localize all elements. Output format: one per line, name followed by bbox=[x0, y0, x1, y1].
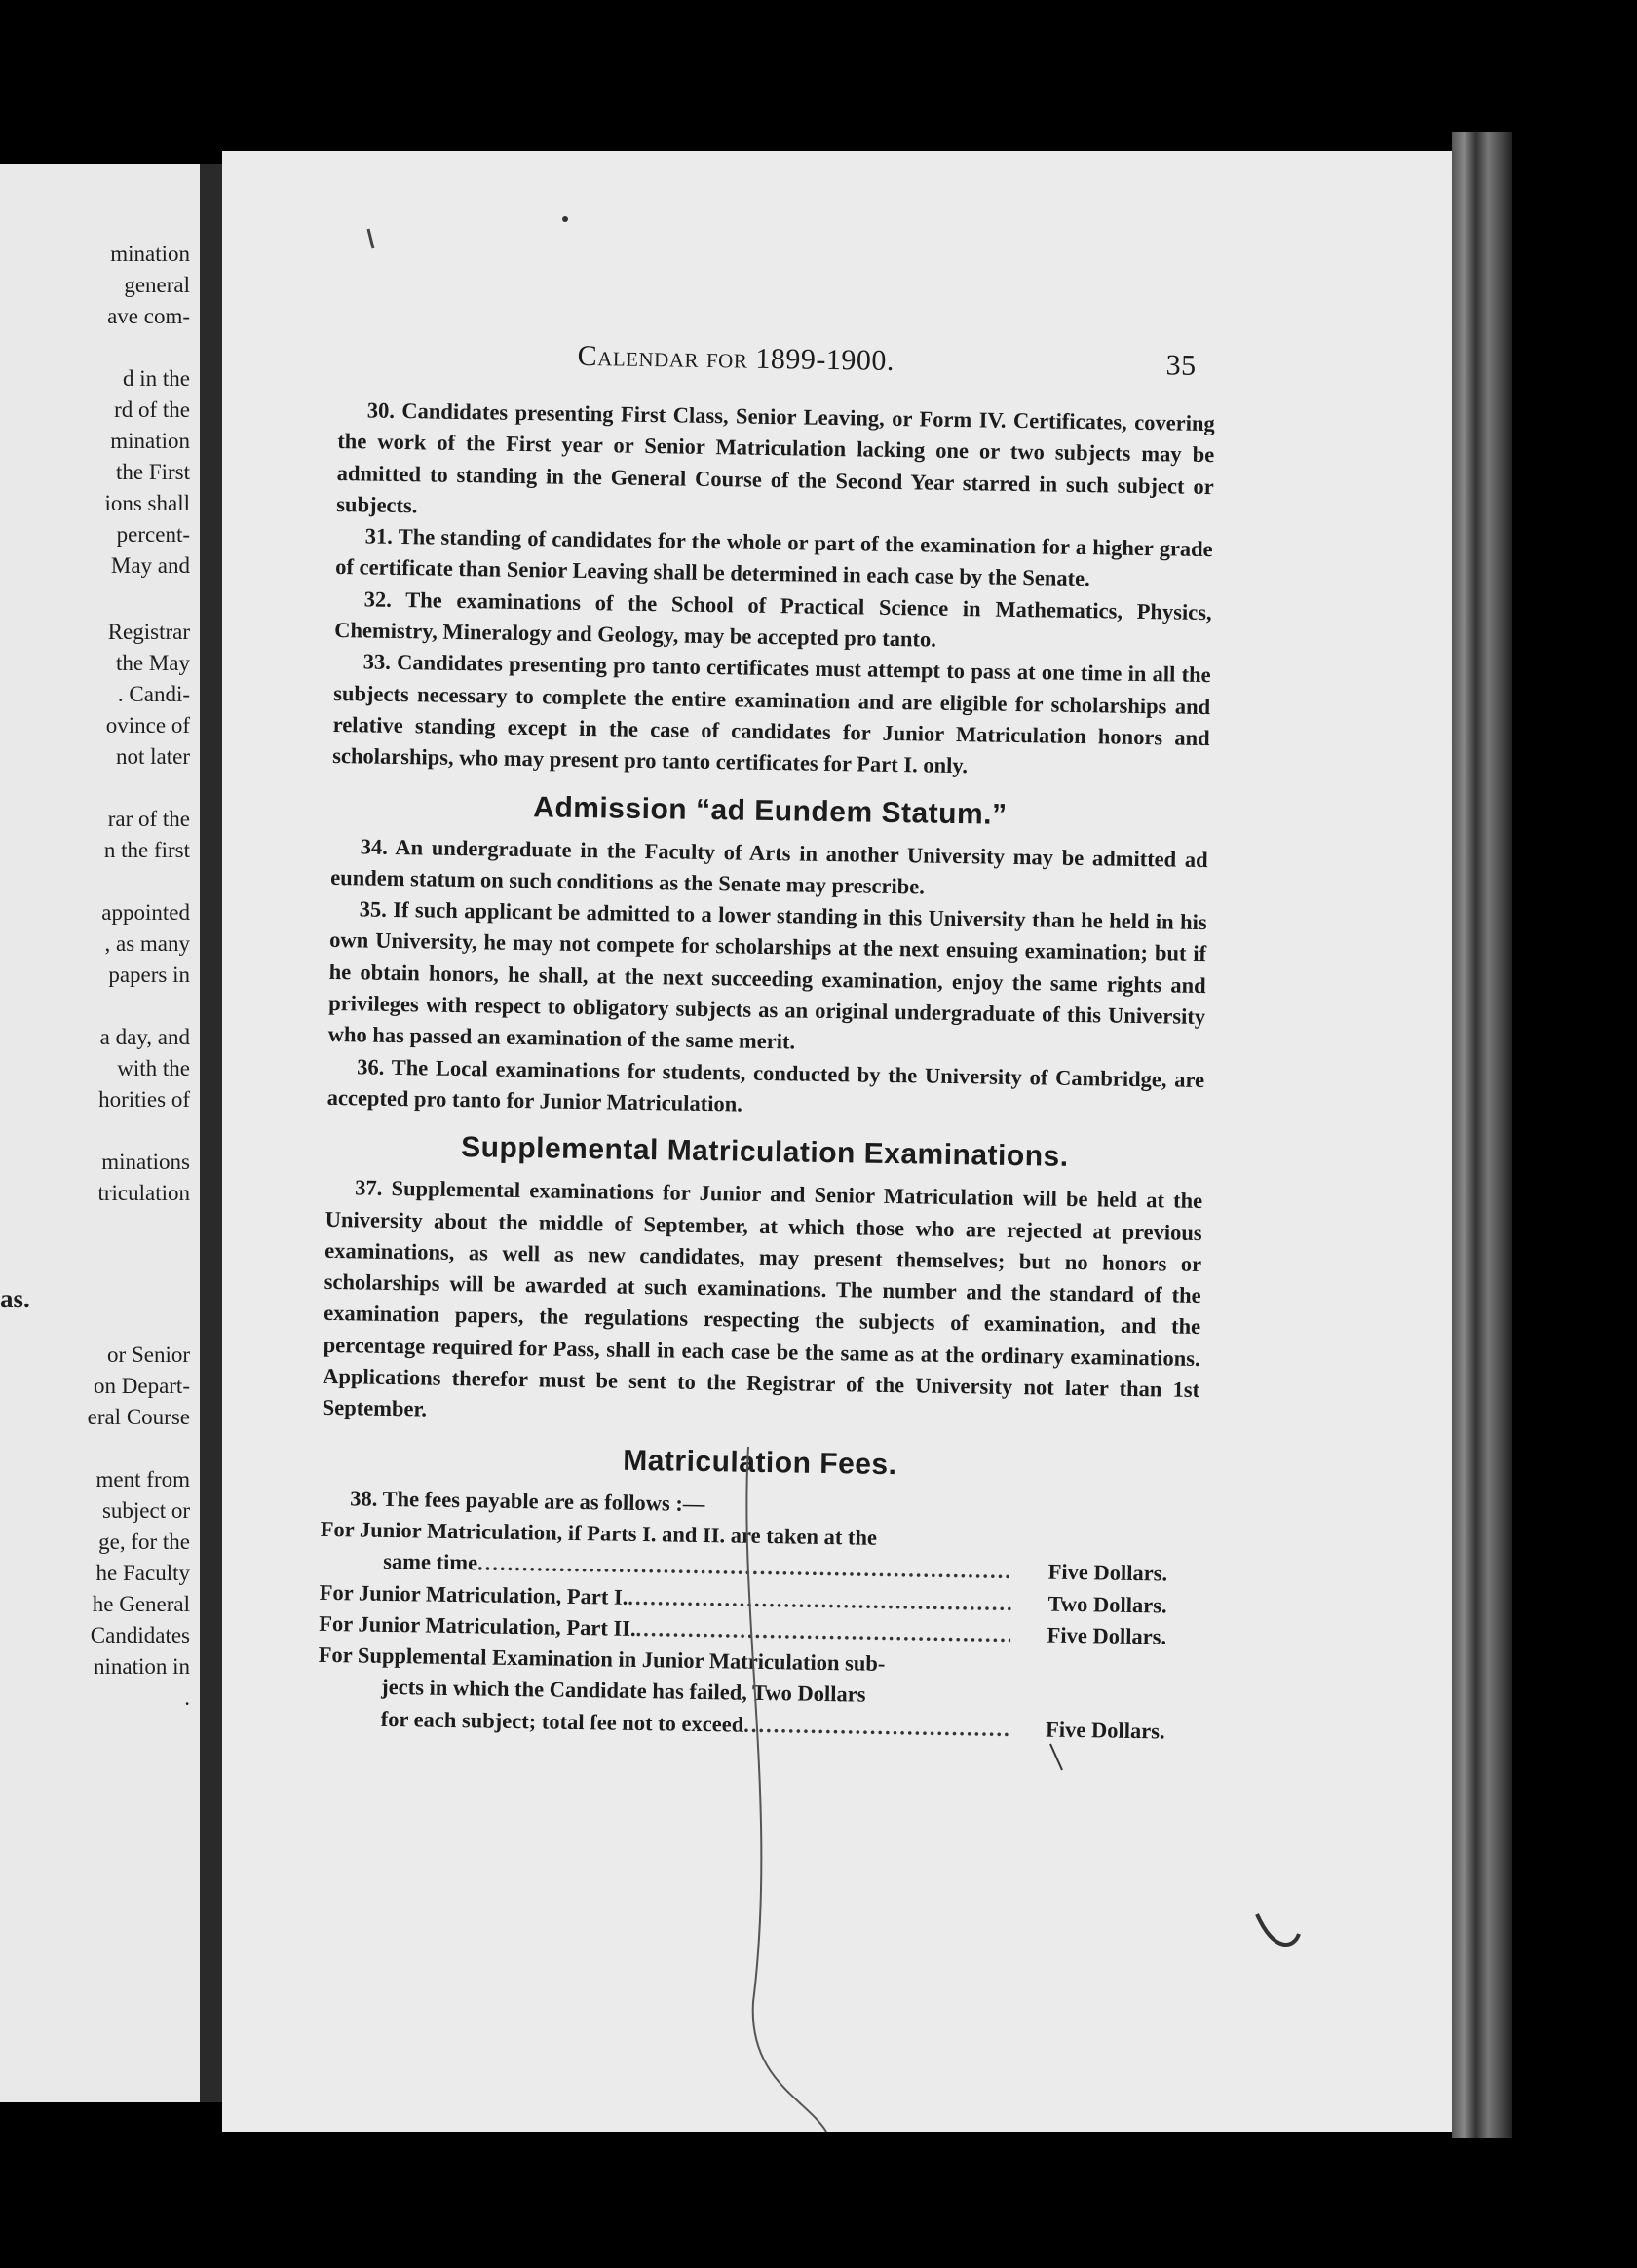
left-page-line: he Faculty bbox=[95, 1561, 190, 1585]
paragraph-37: 37. Supplemental examinations for Junior and Senior Matriculation will be held at the University about the middle of September, at which those who are rejected at previous examinations, as well as new candidates, may present themselves; but no honors or scholarships will be awarded at such examinations. The number and the standard of the examination papers, the regulations respecting the subjects of examination, and the percentage required for Pass, shall in each case be the same as at the ordinary examinations. Applications therefor must be sent to the Registrar of the University not later than 1st September. bbox=[322, 1175, 1203, 1421]
left-page-line: nination in bbox=[93, 1654, 190, 1679]
fee-amount: Two Dollars. bbox=[1047, 1591, 1167, 1618]
left-page-line: general bbox=[124, 273, 190, 297]
fee-desc: For Junior Matriculation, if Parts I. and II. are taken at the bbox=[320, 1516, 878, 1550]
left-page-line: papers in bbox=[108, 963, 190, 987]
fee-desc: For Junior Matriculation, Part I. bbox=[319, 1579, 628, 1609]
scan-artifacts bbox=[222, 151, 1452, 2132]
paragraph-31: 31. The standing of candidates for the whole or part of the examination for a higher grade of certificate than Senior Leaving shall be determined in each case by the Senate. bbox=[335, 523, 1213, 591]
fees-intro: 38. The fees payable are as follows :— bbox=[350, 1485, 705, 1516]
paragraph-34: 34. An undergraduate in the Faculty of Arts in another University may be admitted ad eundem statum on such conditions as the Senate may prescribe. bbox=[330, 833, 1208, 899]
left-page-line: May and bbox=[110, 553, 190, 578]
left-page-line: . bbox=[184, 1685, 190, 1710]
left-page-line: , as many bbox=[104, 931, 190, 956]
left-page-line: . Candi- bbox=[117, 682, 190, 706]
left-page-line: as. bbox=[0, 1284, 30, 1313]
left-page-line: on Depart- bbox=[94, 1374, 190, 1398]
left-page-line: with the bbox=[117, 1056, 190, 1080]
left-page-line: rar of the bbox=[107, 807, 190, 831]
left-page-line: a day, and bbox=[99, 1025, 190, 1049]
fee-desc: For Junior Matriculation, Part II. bbox=[319, 1610, 636, 1641]
section-heading-supplemental: Supplemental Matriculation Examinations. bbox=[460, 1131, 1069, 1174]
left-page-line: not later bbox=[116, 744, 190, 769]
left-page-line: horities of bbox=[98, 1087, 190, 1112]
document-page bbox=[222, 151, 1452, 2132]
paragraph-32: 32. The examinations of the School of Practical Science in Mathematics, Physics, Chemistry, Mineralogy and Geology, may be accepted pro tanto. bbox=[334, 586, 1212, 652]
fee-amount: Five Dollars. bbox=[1047, 1559, 1168, 1586]
book-right-edge bbox=[1452, 132, 1512, 2138]
left-page-line: mination bbox=[110, 242, 190, 266]
fee-desc: jects in which the Candidate has failed, Two Dollars bbox=[381, 1675, 866, 1708]
left-page-line: eral Course bbox=[87, 1405, 190, 1429]
left-page-line: minations bbox=[101, 1150, 190, 1174]
paragraph-36: 36. The Local examinations for students, conducted by the University of Cambridge, are accepted pro tanto for Junior Matriculation. bbox=[326, 1054, 1205, 1116]
left-page-line: ge, for the bbox=[98, 1530, 190, 1554]
left-page-line: ovince of bbox=[105, 713, 190, 737]
left-page-line: the First bbox=[115, 460, 190, 484]
left-page-line: triculation bbox=[97, 1181, 190, 1205]
section-heading-admission: Admission “ad Eundem Statum.” bbox=[533, 790, 1008, 831]
fee-desc: for each subject; total fee not to exceed bbox=[380, 1706, 744, 1737]
fee-amount: Five Dollars. bbox=[1045, 1717, 1165, 1744]
page-number: 35 bbox=[1165, 349, 1197, 382]
left-page-line: appointed bbox=[101, 900, 190, 925]
left-page-line: n the first bbox=[103, 838, 190, 862]
fee-amount: Five Dollars. bbox=[1047, 1622, 1167, 1649]
left-page-line: or Senior bbox=[107, 1342, 190, 1367]
running-title: Calendar for 1899-1900. bbox=[577, 339, 895, 377]
left-page-line: ions shall bbox=[104, 491, 190, 515]
section-heading-fees: Matriculation Fees. bbox=[623, 1444, 897, 1481]
paragraph-33: 33. Candidates presenting pro tanto certificates must attempt to pass at one time in all the subjects necessary to complete the entire examination and are eligible for scholarships and relative standing except in the case of candidates for Junior Matriculation honors and scholarships, who may present pro tanto certificates for Part I. only. bbox=[332, 649, 1211, 778]
book-gutter bbox=[200, 164, 222, 2102]
left-page-line: he General bbox=[92, 1592, 190, 1616]
left-page-fragment bbox=[0, 164, 200, 2102]
left-page-line: the May bbox=[115, 651, 190, 675]
paragraph-35: 35. If such applicant be admitted to a lower standing in this University than he held in his own University, he may not compete for scholarships at the next ensuing examination; but if he obtain honors, he shall, at the next succeeding examination, enjoy the same rights and privileges with respect to obligatory subjects as an original undergraduate of this University who has passed an examination of the same merit. bbox=[327, 896, 1207, 1054]
left-page-line: mination bbox=[110, 429, 190, 453]
left-page-line: ave com- bbox=[107, 304, 190, 328]
fee-desc: For Supplemental Examination in Junior Matriculation sub- bbox=[318, 1642, 886, 1677]
left-page-line: ment from bbox=[95, 1467, 190, 1492]
paragraph-30: 30. Candidates presenting First Class, Senior Leaving, or Form IV. Certificates, covering the work of the First year or Senior Matriculation lacking one or two subjects may be admitted to standing in the General Course of the Second Year starred in such subject or subjects. bbox=[336, 397, 1215, 518]
left-page-line: subject or bbox=[101, 1498, 190, 1523]
left-page-line: Registrar bbox=[107, 620, 190, 644]
left-page-line: Candidates bbox=[90, 1623, 190, 1647]
left-page-line: rd of the bbox=[114, 397, 190, 422]
left-page-line: d in the bbox=[123, 366, 190, 391]
left-page-line: percent- bbox=[116, 522, 190, 547]
fee-desc: same time bbox=[383, 1549, 478, 1575]
